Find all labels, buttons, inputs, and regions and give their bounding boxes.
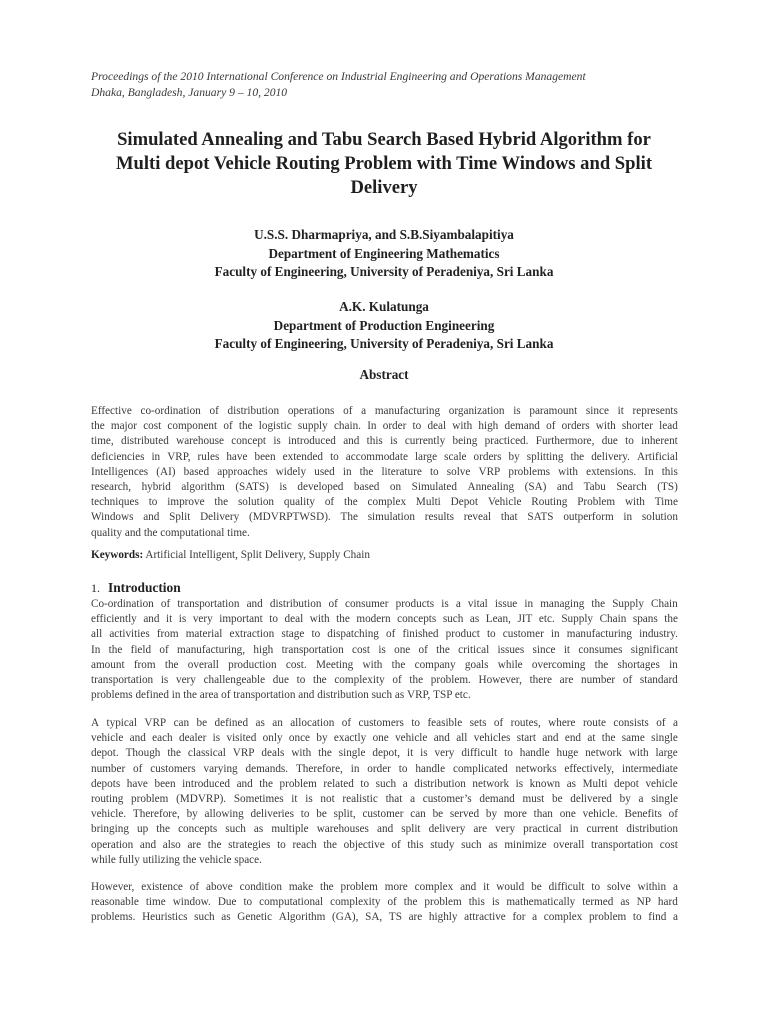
text-line: problems. Heuristics such as Genetic Algorithm (GA), SA, TS are highly attractive for a complex problem to find a <box>91 911 678 924</box>
text-line: problems defined in the area of transportation and distribution such as VRP, TSP etc. <box>91 689 474 702</box>
title-line: Simulated Annealing and Tabu Search Based Hybrid Algorithm for <box>117 129 651 150</box>
text-line: In the field of manufacturing, high transportation cost is one of the critical issues since it consumes significant <box>91 643 678 656</box>
text-line: depot. Though the classical VRP deals with the single depot, it is very difficult to handle huge network with large <box>91 747 678 760</box>
text-line: number of customers varying demands. Therefore, in order to handle complicated networks effectively, intermediate <box>91 762 678 775</box>
proceedings-location: Dhaka, Bangladesh, January 9 – 10, 2010 <box>91 86 288 99</box>
title-line: Multi depot Vehicle Routing Problem with Time Windows and Split <box>115 153 653 174</box>
section-title: Introduction <box>108 580 181 595</box>
text-line: A typical VRP can be defined as an allocation of customers to feasible sets of routes, where route consists of a <box>91 717 678 729</box>
intro-paragraph-2 <box>91 716 678 868</box>
abstract-body <box>91 404 678 541</box>
keywords-text: Artificial Intelligent, Split Delivery, Supply Chain <box>143 549 370 561</box>
text-line: bringing up the concepts such as multiple warehouses and split delivery are very practical in current distribution <box>91 823 678 836</box>
text-line: the major cost component of the logistic supply chain. In order to deal with high demand of orders with shorter lead <box>91 420 678 433</box>
text-line: Effective co-ordination of distribution operations of a manufacturing organization is paramount since it represents <box>91 405 678 417</box>
text-line: operation and also are the strategies to reach the objective of this study such as minimize overall transportation cost <box>91 838 678 851</box>
paper-title <box>70 128 698 200</box>
text-line: depots have been introduced and the problem related to such a distribution network is known as Multi depot vehicle <box>91 777 678 790</box>
text-line: vehicle and each dealer is visited only once by exactly one vehicle and all vehicles start and end at the same single <box>91 732 678 745</box>
intro-paragraph-1 <box>91 597 678 703</box>
text-line: time, distributed warehouse concept is introduced and this is currently being practiced. Furthermore, due to inherent <box>91 435 678 448</box>
author-department: Department of Production Engineering <box>273 317 495 333</box>
text-line: quality and the computational time. <box>91 526 253 539</box>
intro-paragraph-3 <box>91 880 678 926</box>
author-names: U.S.S. Dharmapriya, and S.B.Siyambalapitiya <box>254 227 514 242</box>
keywords-label: Keywords: <box>91 549 144 561</box>
author-faculty: Faculty of Engineering, University of Peradeniya, Sri Lanka <box>214 264 554 279</box>
text-line: amount from the overall production cost. Meeting with the company goals while overcoming the shortages in <box>91 658 678 671</box>
abstract-heading: Abstract <box>359 367 409 382</box>
author-block-1 <box>84 226 684 282</box>
text-line: techniques to improve the solution quality of the complex Multi Depot Vehicle Routing Problem with Time <box>91 496 678 509</box>
text-line: efficiently and it is very important to deal with the modern concepts such as Lean, JIT etc. Supply Chain spans the <box>91 613 678 626</box>
proceedings-header <box>91 69 691 101</box>
title-line: Delivery <box>350 177 418 198</box>
text-line: all activities from material extraction stage to dispatching of finished product to customer in manufacturing industry. <box>91 628 678 641</box>
author-names: A.K. Kulatunga <box>339 299 429 314</box>
keywords-line <box>91 548 678 563</box>
author-department: Department of Engineering Mathematics <box>268 245 500 261</box>
author-faculty: Faculty of Engineering, University of Peradeniya, Sri Lanka <box>214 336 554 351</box>
text-line: while fully utilizing the vehicle space. <box>91 853 265 866</box>
text-line: Windows and Split Delivery (MDVRPTWSD). The simulation results reveal that SATS outperform in solution <box>91 511 678 524</box>
text-line: transportation is very challengeable due to the complexity of the problem. However, there are number of standard <box>91 674 678 687</box>
proceedings-line: Proceedings of the 2010 International Conference on Industrial Engineering and Operations Management <box>91 70 586 83</box>
text-line: deficiencies in VRP, rules have been extended to accommodate large scale orders by splitting the delivery. Artificial <box>91 450 678 463</box>
text-line: routing problem (MDVRP). Sometimes it is not realistic that a customer’s demand must be delivered by a single <box>91 793 678 806</box>
section-number: 1. <box>91 581 100 595</box>
text-line: Co-ordination of transportation and distribution of consumer products is a vital issue in managing the Supply Chain <box>91 598 678 610</box>
section-heading-introduction <box>91 579 181 597</box>
text-line: research, hybrid algorithm (SATS) is developed based on Simulated Annealing (SA) and Tabu Search (TS) <box>91 481 678 494</box>
text-line: vehicle. Therefore, by allowing deliveries to be split, customer can be served by more than one vehicle. Benefits of <box>91 808 678 821</box>
text-line: reasonable time window. Due to computational complexity of the problem this is mathematically termed as NP hard <box>91 896 678 909</box>
text-line: However, existence of above condition make the problem more complex and it would be difficult to solve within a <box>91 881 678 893</box>
text-line: Intelligences (AI) based approaches widely used in the literature to solve VRP problems with extensions. In this <box>91 465 678 478</box>
author-block-2 <box>84 298 684 354</box>
